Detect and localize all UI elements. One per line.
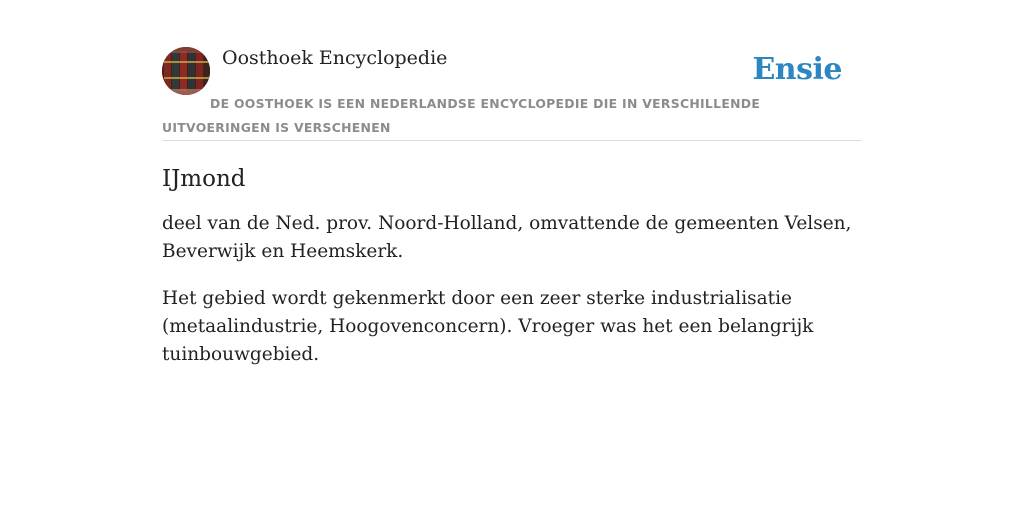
encyclopedia-books-icon[interactable] — [162, 47, 210, 95]
source-header — [162, 46, 862, 141]
brand-logo[interactable]: Ensie — [752, 52, 842, 87]
article — [162, 162, 862, 388]
source-title-link[interactable]: Oosthoek Encyclopedie — [222, 47, 448, 69]
article-title: IJmond — [162, 166, 246, 192]
article-paragraph: deel van de Ned. prov. Noord-Holland, omvattende de gemeenten Velsen, Beverwijk en Heemskerk. — [162, 213, 852, 262]
source-description: DE OOSTHOEK IS EEN NEDERLANDSE ENCYCLOPEDIE DIE IN VERSCHILLENDE UITVOERINGEN IS VERSCHENEN — [162, 96, 761, 135]
article-paragraph: Het gebied wordt gekenmerkt door een zeer sterke industrialisatie (metaalindustrie, Hoogovenconcern). Vroeger was het een belangrijk tuinbouwgebied. — [162, 288, 814, 365]
